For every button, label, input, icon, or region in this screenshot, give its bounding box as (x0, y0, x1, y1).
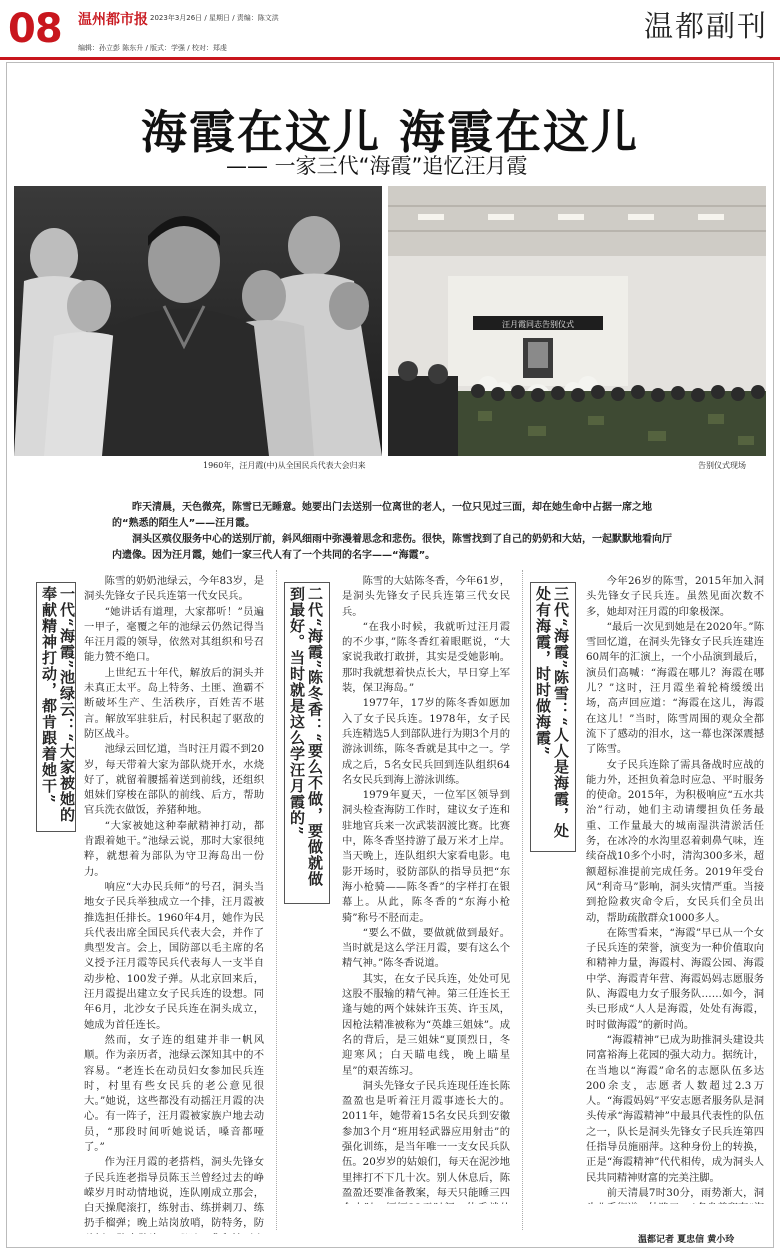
paragraph: 作为汪月霞的老搭档，洞头先锋女子民兵连老指导员陈玉兰曾经过去的峥嵘岁月时动情地说，连队刚成立那会，白天操爬滚打，练射击、练拼刺刀、练扔手榴弹；晚上站岗放哨，防特务，防 (84, 1156, 264, 1230)
paragraph: 在陈雪看来，“海霞”早已从一个女子民兵连的荣誉，演变为一种价值取向和精神力量，海霞村、海霞公园、海霞中学、海霞青年营、海霞妈妈志愿服务队、海霞电力女子服务队……如今，洞头已形成“人人是海霞，处处有海霞，时时做海霞”的新时尚。 (586, 926, 764, 1031)
lead-paragraph: 昨天清晨，天色微亮，陈雪已无睡意。她要出门去送别一位离世的老人，一位只见过三面，却在她生命中占据一席之地的“熟悉的陌生人”——汪月霞。 (112, 502, 652, 529)
section-name: 温都副刊 (643, 9, 768, 43)
column-divider (522, 570, 523, 1230)
paragraph: 1977年，17岁的陈冬香如愿加入了女子民兵连。1978年，女子民兵连精选5人到部队进行为期3个月的游泳训练，陈冬香就是其中之一。学成之后，5名女民兵回到连队组织64名女民兵到海上游泳训练。 (342, 697, 510, 786)
paragraph: “她讲话有道理，大家都听！”员遍一甲子，毫覆之年的池绿云仍然记得当年汪月霞的领导，依然对其组织和号召能力赞不绝口。 (84, 605, 264, 664)
historic-photo-illustration (14, 186, 382, 456)
byline: 温都记者 夏忠信 黄小玲 (638, 1235, 735, 1245)
paragraph: “大家被她这种奉献精神打动，都肯跟着她干。”池绿云说，那时大家很纯粹，就想着为部队为守卫海岛出一份力。 (84, 819, 264, 878)
banner-text: 汪月霞同志告别仪式 (502, 320, 574, 329)
paragraph: “最后一次见到她是在2020年。”陈雪回忆道，在洞头先锋女子民兵连建连60周年的汇演上，一个小品演到最后，演员们高喊：“海霞在哪儿？海霞在哪儿？”这时，汪月霞坐着轮椅缓缓出场，高声回应道：“海霞在这儿，海霞在这儿！”当时，陈雪周围的观众全都流下了感动的泪水，这一幕也深深震撼了陈雪。 (586, 620, 764, 756)
paragraph: 今年26岁的陈雪，2015年加入洞头先锋女子民兵连。虽然见面次数不多，她却对汪月霞的印象极深。 (586, 575, 764, 618)
article-lead (112, 500, 672, 564)
masthead-rule (0, 57, 780, 60)
date-line: 2023年3月26日 / 星期日 / 责编：陈文洪 (150, 14, 279, 22)
section-2-title: 二代“海霞”陈冬香：“要么不做，要做就做到最好。当时就是这么学汪月霞的” (288, 586, 324, 887)
paragraph: “海霞精神”已成为助推洞头建设共同富裕海上花园的强大动力。据统计，在当地以“海霞”命名的志愿队伍多达200余支，志愿者人数超过2.3万人。“海霞妈妈”平安志愿者服务队是洞头传承“海霞精神”中最具代表性的队伍之一，队长是洞头先锋女子民兵连第四任指导员施丽萍。这种身份上的转换，正是“海霞精神”代代相传，成为洞头人民共同精神财富的完美注脚。 (586, 1033, 764, 1184)
section-3-body (586, 574, 764, 1204)
paragraph: 其实，在女子民兵连，处处可见这股不服输的精气神。第三任连长王逢与她的两个妹妹许玉英、许玉凤，因枪法精准被称为“英雄三姐妹”。成名的背后，是三姐妹“夏顶烈日，冬迎寒风；白天瞄电线，晚上瞄星星”的艰苦练习。 (342, 972, 510, 1077)
column-divider (276, 570, 277, 1230)
paragraph: “要么不做，要做就做到最好。当时就是这么学汪月霞，要有这么个精气神。”陈冬香说道。 (342, 926, 510, 970)
section-3-title: 三代“海霞”陈雪：“人人是海霞，处处有海霞，时时做海霞” (534, 586, 570, 839)
paragraph: 上世纪五十年代，解放后的洞头并未真正太平。岛上特务、土匪、渔霸不断破坏生产、生活秩序，百姓苦不堪言。解放军驻驻后，村民积起了驱敌的防区战斗。 (84, 666, 264, 740)
paragraph: 陈雪的奶奶池绿云，今年83岁，是洞头先锋女子民兵连第一代女民兵。 (84, 575, 264, 603)
paragraph: 然而，女子连的组建并非一帆风顺。作为亲历者，池绿云深知其中的不容易。“老连长在动员妇女参加民兵连时，村里有些女民兵的老公意见很大。”她说，这些都没有动摇汪月霞的决心。有一阵子，汪月霞被家族户地去动员，“那段时间听她说话，嗓音都哑了。” (84, 1033, 264, 1153)
section-1-body (84, 574, 264, 1234)
paper-name: 温州都市报 (78, 12, 148, 28)
historic-photo (14, 186, 382, 456)
farewell-ceremony-illustration (388, 186, 766, 456)
subheadline: —— 一家三代“海霞”追忆汪月霞 (226, 154, 528, 178)
lead-paragraph: 洞头区殡仪服务中心的送别厅前，斜风细雨中弥漫着思念和悲伤。很快，陈雪找到了自己的奶奶和大姑，一起默默地看向厅内遗像。因为汪月霞，她们一家三代人有了一个共同的名字——“海霞”。 (112, 534, 672, 561)
editor-line: 编辑：孙立彭 陈东升 / 版式：学强 / 校对：郑虔 (78, 44, 227, 52)
paragraph: 陈雪的大姑陈冬香，今年61岁，是洞头先锋女子民兵连第三代女民兵。 (342, 575, 510, 618)
paragraph: 1979年夏天，一位军区领导到洞头检查海防工作时，建议女子连和驻地官兵来一次武装泅渡比赛。比赛中，陈冬香坚持游了最万米才上岸。当天晚上，连队组织大家看电影。电影开场时，驳防部队的指导员把“东海小枪骑——陈冬香”的字样打在银幕上。从此，陈冬香的“东海小枪骑”称号不胫而走。 (342, 789, 510, 924)
paragraph: 前天清晨7时30分，雨势渐大，洞 (606, 1186, 764, 1199)
paragraph: 池绿云回忆道，当时汪月霞不到20岁，每天带着大家为部队烧开水，水烧好了，就留着腰摇着送到前线，还组织姐妹们穿梭在部队的前线、后方，帮助官兵洗衣做饭，养猪种地。 (84, 743, 264, 817)
farewell-ceremony-photo (388, 186, 766, 456)
masthead (0, 0, 780, 58)
paragraph: “在我小时候，我就听过汪月霞的不少事，”陈冬香红着眼眶说，“大家说我敢打敢拼，其实是受她影响。那时我就想着快点长大，早日穿上军装，保卫海岛。” (342, 620, 510, 695)
ceremony-photo-caption: 告别仪式现场 (698, 461, 746, 470)
page-number: 08 (8, 6, 62, 52)
historic-photo-caption: 1960年，汪月霞(中)从全国民兵代表大会归来 (203, 461, 366, 470)
paragraph: 女子民兵连除了需具备战时应战的能力外，还担负着急时应急、平时服务的使命。2015年，为积极响应“五水共治”行动，她们主动请缨担负任务最重、工作量最大的城南湿洪清淤活任务，在冰冷的水沟里忍着刺鼻气味，连续奋战10多个小时，清沟300多米，超额超标准提前完成任务。2019年受台风“利奇马”影响，洞头灾情严重。当接到抢险救灾命令后，女民兵们全员出动，帮助疏散群众1000多人。 (586, 758, 764, 924)
section-1-title: 一代“海霞”池绿云：“大家被她的奉献精神打动，都肯跟着她干” (40, 586, 76, 823)
paragraph: 洞头先锋女子民兵连现任连长陈盈盈也是听着汪月霞事迹长大的。2011年，她带着15名女民兵到安徽参加3个月“班用轻武器应用射击”的强化训练，是当年唯一一支女民兵队伍。20岁岁的姑娘们，每天在泥沙地里摔打不下几十次。别人休息后，陈盈盈还要准备教案，每天只能睡三四 (342, 1079, 510, 1199)
section-2-body (342, 574, 510, 1204)
headline: 海霞在这儿 海霞在这儿 (140, 105, 639, 159)
paragraph: 响应“大办民兵师”的号召，洞头当地女子民兵举独成立一个排，汪月霞被推选担任排长。1960年4月，她作为民兵代表出席全国民兵代表大会，并作了典型发言。会上，国防部以毛主席的名义授予汪月霞等民兵代表每人一支半自动步枪、100发子弹。从北京回来后，汪月霞提出建立女子民兵连的设想。同年6月，北沙女子民兵连在洞头成立，她成为首任连长。 (84, 880, 264, 1031)
